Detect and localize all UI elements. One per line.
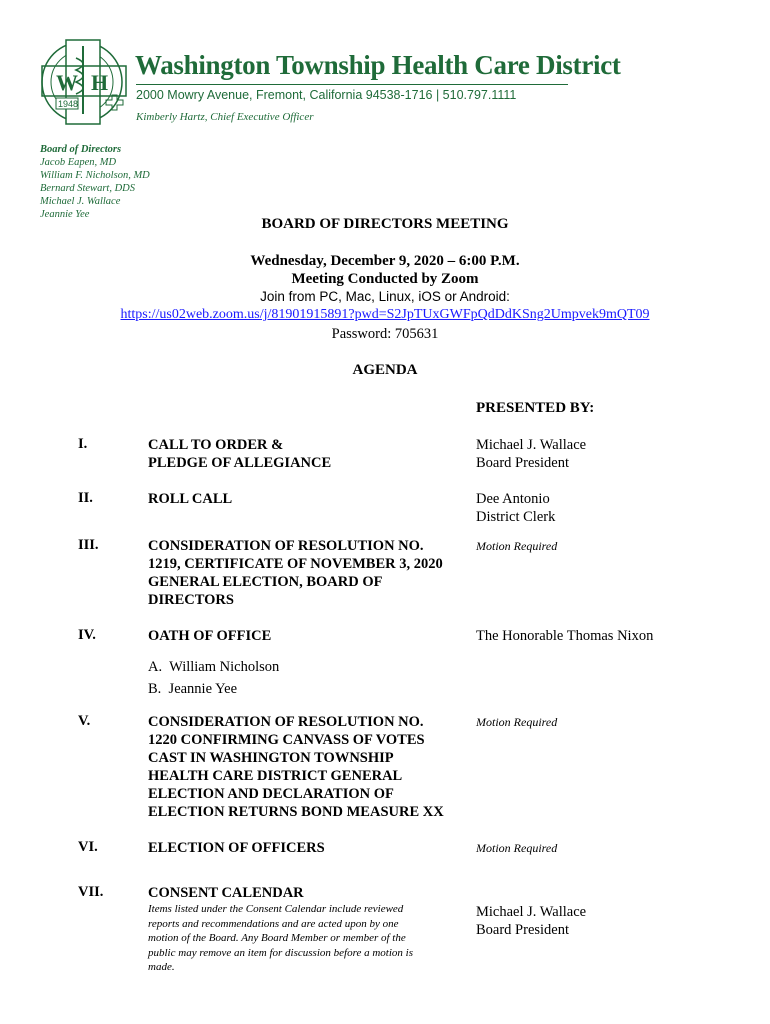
sub-item-list (148, 656, 279, 700)
agenda-item-title (148, 436, 468, 472)
desc-line: public may remove an item for discussion before a motion is (148, 946, 413, 959)
board-of-directors-list (40, 143, 150, 221)
title-line: HEALTH CARE DISTRICT GENERAL (148, 768, 403, 784)
org-ceo: Kimberly Hartz, Chief Executive Officer (136, 111, 314, 123)
item-number: V. (78, 713, 91, 729)
agenda-item-title: ELECTION OF OFFICERS (148, 840, 325, 856)
logo-year: 1948 (57, 99, 79, 109)
title-line: CAST IN WASHINGTON TOWNSHIP (148, 750, 394, 766)
motion-required-note: Motion Required (476, 841, 558, 855)
sub-item: A. William Nicholson (148, 659, 280, 675)
header-rule (136, 84, 568, 85)
board-member: Jacob Eapen, MD (40, 157, 117, 168)
meeting-password: Password: 705631 (331, 326, 439, 342)
sub-item: B. Jeannie Yee (148, 681, 238, 697)
agenda-heading: AGENDA (352, 362, 418, 378)
org-address: 2000 Mowry Avenue, Fremont, California 94538-1716 | 510.797.1111 (136, 88, 517, 102)
title-line: CONSIDERATION OF RESOLUTION NO. (148, 538, 424, 554)
title-line: CONSIDERATION OF RESOLUTION NO. (148, 714, 424, 730)
agenda-item-title (148, 537, 478, 609)
desc-line: reports and recommendations and are acted upon by one (148, 917, 399, 930)
board-member: Jeannie Yee (40, 209, 90, 220)
consent-calendar-description (148, 902, 458, 975)
item-number: I. (78, 436, 88, 452)
title-line: PLEDGE OF ALLEGIANCE (148, 455, 332, 471)
motion-required-note: Motion Required (476, 715, 558, 729)
presenter-name: Dee Antonio (476, 491, 550, 507)
district-logo (36, 36, 132, 128)
item-number: II. (78, 490, 93, 506)
meeting-title: BOARD OF DIRECTORS MEETING (261, 216, 509, 232)
presenter (476, 490, 555, 526)
desc-line: Items listed under the Consent Calendar include reviewed (148, 903, 404, 915)
meeting-conducted: Meeting Conducted by Zoom (291, 271, 479, 287)
item-number: III. (78, 537, 99, 553)
presenter-role: Board President (476, 922, 570, 938)
title-line: 1219, CERTIFICATE OF NOVEMBER 3, 2020 (148, 556, 443, 572)
presenter: The Honorable Thomas Nixon (476, 628, 654, 644)
item-number: VI. (78, 839, 98, 855)
agenda-item-title: CONSENT CALENDAR (148, 885, 304, 901)
motion-required-note: Motion Required (476, 539, 558, 553)
board-member: Bernard Stewart, DDS (40, 183, 135, 194)
board-title: Board of Directors (40, 144, 122, 155)
agenda-item-title (148, 713, 478, 821)
item-number: IV. (78, 627, 96, 643)
presenter-role: District Clerk (476, 509, 556, 525)
board-member: William F. Nicholson, MD (40, 170, 150, 181)
org-name: Washington Township Health Care District (135, 50, 621, 80)
agenda-item-title: ROLL CALL (148, 491, 233, 507)
zoom-link[interactable]: https://us02web.zoom.us/j/81901915891?pwd=S2JpTUxGWFpQdDdKSng2Umpvek9mQT09 (120, 307, 650, 322)
svg-text:W: W (56, 70, 78, 95)
board-member: Michael J. Wallace (40, 196, 121, 207)
presenter (476, 436, 586, 472)
meeting-join: Join from PC, Mac, Linux, iOS or Android: (260, 289, 510, 304)
title-line: GENERAL ELECTION, BOARD OF (148, 574, 383, 590)
svg-text:H: H (91, 70, 109, 95)
presenter (476, 903, 586, 939)
title-line: 1220 CONFIRMING CANVASS OF VOTES (148, 732, 425, 748)
title-line: CALL TO ORDER & (148, 437, 284, 453)
item-number: VII. (78, 884, 104, 900)
title-line: ELECTION RETURNS BOND MEASURE XX (148, 804, 444, 820)
desc-line: made. (148, 961, 175, 973)
presenter-role: Board President (476, 455, 570, 471)
presented-by-heading: PRESENTED BY: (476, 400, 595, 416)
presenter-name: Michael J. Wallace (476, 904, 587, 920)
presenter-name: Michael J. Wallace (476, 437, 587, 453)
agenda-item-title: OATH OF OFFICE (148, 628, 272, 644)
desc-line: motion of the Board. Any Board Member or member of the (148, 932, 406, 944)
meeting-date: Wednesday, December 9, 2020 – 6:00 P.M. (250, 253, 520, 269)
title-line: DIRECTORS (148, 592, 234, 608)
title-line: ELECTION AND DECLARATION OF (148, 786, 394, 802)
